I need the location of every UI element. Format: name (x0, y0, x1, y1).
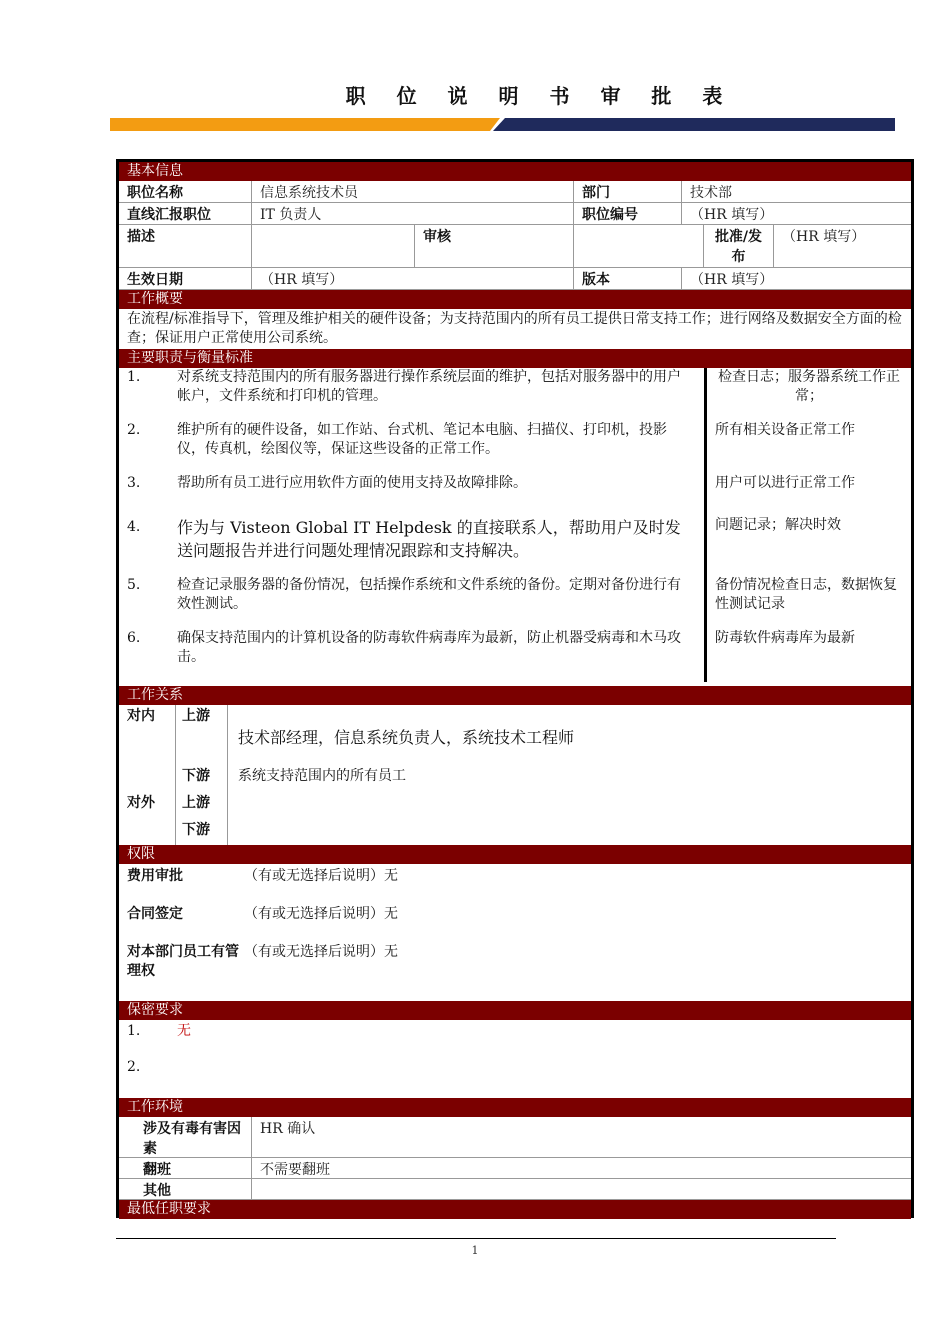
footer-divider (116, 1238, 836, 1239)
confidential-item: 1. 无 (127, 1023, 191, 1039)
version-value: （HR 填写） (690, 272, 774, 288)
section-environment: 工作环境 (119, 1098, 911, 1117)
internal-label: 对内 (119, 705, 176, 765)
rel-external-upstream (119, 792, 911, 819)
hazard-label: 涉及有毒有害因素 (119, 1117, 252, 1157)
row-hazard (119, 1117, 911, 1158)
duty-item: 5. 检查记录服务器的备份情况，包括操作系统和文件系统的备份。定期对备份进行有效性测试。 (127, 577, 681, 612)
overtime-value: 不需要翻班 (260, 1162, 330, 1178)
approve-label: 批准/发布 (704, 225, 774, 267)
review-label: 审核 (415, 225, 574, 267)
dept-label: 部门 (574, 181, 682, 202)
internal-downstream-value: 系统支持范围内的所有员工 (238, 768, 406, 784)
duty-item: 2. 维护所有的硬件设备，如工作站、台式机、笔记本电脑、扫描仪、打印机，投影仪，传真机，绘图仪等，保证这些设备的正常工作。 (127, 422, 667, 457)
rel-internal-upstream (119, 705, 911, 765)
section-duties: 主要职责与衡量标准 (119, 349, 911, 368)
duty-standard: 所有相关设备正常工作 (715, 422, 855, 438)
approve-value: （HR 填写） (782, 229, 866, 245)
duty-standard: 问题记录；解决时效 (715, 517, 841, 533)
row-position (119, 181, 911, 203)
position-value: 信息系统技术员 (252, 181, 574, 202)
duty-item: 1. 对系统支持范围内的所有服务器进行操作系统层面的维护，包括对服务器中的用户帐户，文件系统和打印机的管理。 (127, 369, 681, 404)
section-basic-info: 基本信息 (119, 162, 911, 181)
section-confidential: 保密要求 (119, 1001, 911, 1020)
rel-internal-downstream (119, 765, 911, 792)
upstream-label: 上游 (176, 705, 228, 765)
confidential-list (119, 1020, 911, 1098)
effective-label: 生效日期 (119, 268, 252, 289)
internal-upstream-value: 技术部经理，信息系统负责人，系统技术工程师 (238, 728, 575, 747)
duties-list (119, 368, 707, 682)
report-value: IT 负责人 (252, 203, 574, 224)
page-title: 职 位 说 明 书 审 批 表 (345, 84, 735, 108)
overtime-label: 翻班 (119, 1158, 252, 1178)
authority-item: 对本部门员工有管理权 （有或无选择后说明）无 (127, 944, 398, 979)
downstream-label: 下游 (176, 765, 228, 792)
upstream-label: 上游 (176, 792, 228, 819)
authority-item: 合同签定 （有或无选择后说明）无 (127, 906, 398, 922)
duty-item: 6. 确保支持范围内的计算机设备的防毒软件病毒库为最新，防止机器受病毒和木马攻击。 (127, 630, 681, 665)
section-relations: 工作关系 (119, 686, 911, 705)
row-description (119, 225, 911, 268)
authority-list (119, 864, 911, 999)
form-frame (116, 159, 914, 1218)
report-label: 直线汇报职位 (119, 203, 252, 224)
duties-standards (707, 368, 911, 682)
duties-table (119, 368, 911, 682)
relations-table (119, 705, 911, 845)
other-value (252, 1179, 911, 1199)
version-label: 版本 (574, 268, 682, 289)
header-banner (110, 118, 895, 131)
page-number: 1 (471, 1244, 479, 1257)
duty-standard: 检查日志；服务器系统工作正常； (718, 369, 900, 404)
downstream-label: 下游 (176, 819, 228, 845)
duty-item: 3. 帮助所有员工进行应用软件方面的使用支持及故障排除。 (127, 475, 527, 491)
other-label: 其他 (119, 1179, 252, 1199)
desc-label: 描述 (119, 225, 252, 267)
confidential-item: 2. (127, 1059, 141, 1075)
external-label: 对外 (119, 792, 176, 819)
duty-standard: 用户可以进行正常工作 (715, 475, 855, 491)
duty-standard: 备份情况检查日志，数据恢复性测试记录 (715, 577, 897, 612)
code-value: （HR 填写） (690, 207, 774, 223)
row-effective (119, 268, 911, 290)
row-other (119, 1179, 911, 1200)
row-overtime (119, 1158, 911, 1179)
position-label: 职位名称 (119, 181, 252, 202)
row-report (119, 203, 911, 225)
overview-text: 在流程/标准指导下，管理及维护相关的硬件设备；为支持范围内的所有员工提供日常支持工作；进行网络及数据安全方面的检查；保证用户正常使用公司系统。 (127, 311, 902, 346)
duty-item: 4. 作为与 Visteon Global IT Helpdesk 的直接联系人，帮助用户及时发送问题报告并进行问题处理情况跟踪和支持解决。 (127, 518, 681, 560)
desc-value (252, 225, 415, 267)
review-value (574, 225, 704, 267)
authority-item: 费用审批 （有或无选择后说明）无 (127, 868, 398, 884)
rel-external-downstream (119, 819, 911, 845)
code-label: 职位编号 (574, 203, 682, 224)
hazard-value: HR 确认 (260, 1121, 316, 1137)
section-requirements: 最低任职要求 (119, 1200, 911, 1219)
dept-value: 技术部 (690, 185, 732, 201)
effective-value: （HR 填写） (252, 268, 574, 289)
section-overview: 工作概要 (119, 290, 911, 309)
duty-standard: 防毒软件病毒库为最新 (715, 630, 855, 646)
section-authority: 权限 (119, 845, 911, 864)
